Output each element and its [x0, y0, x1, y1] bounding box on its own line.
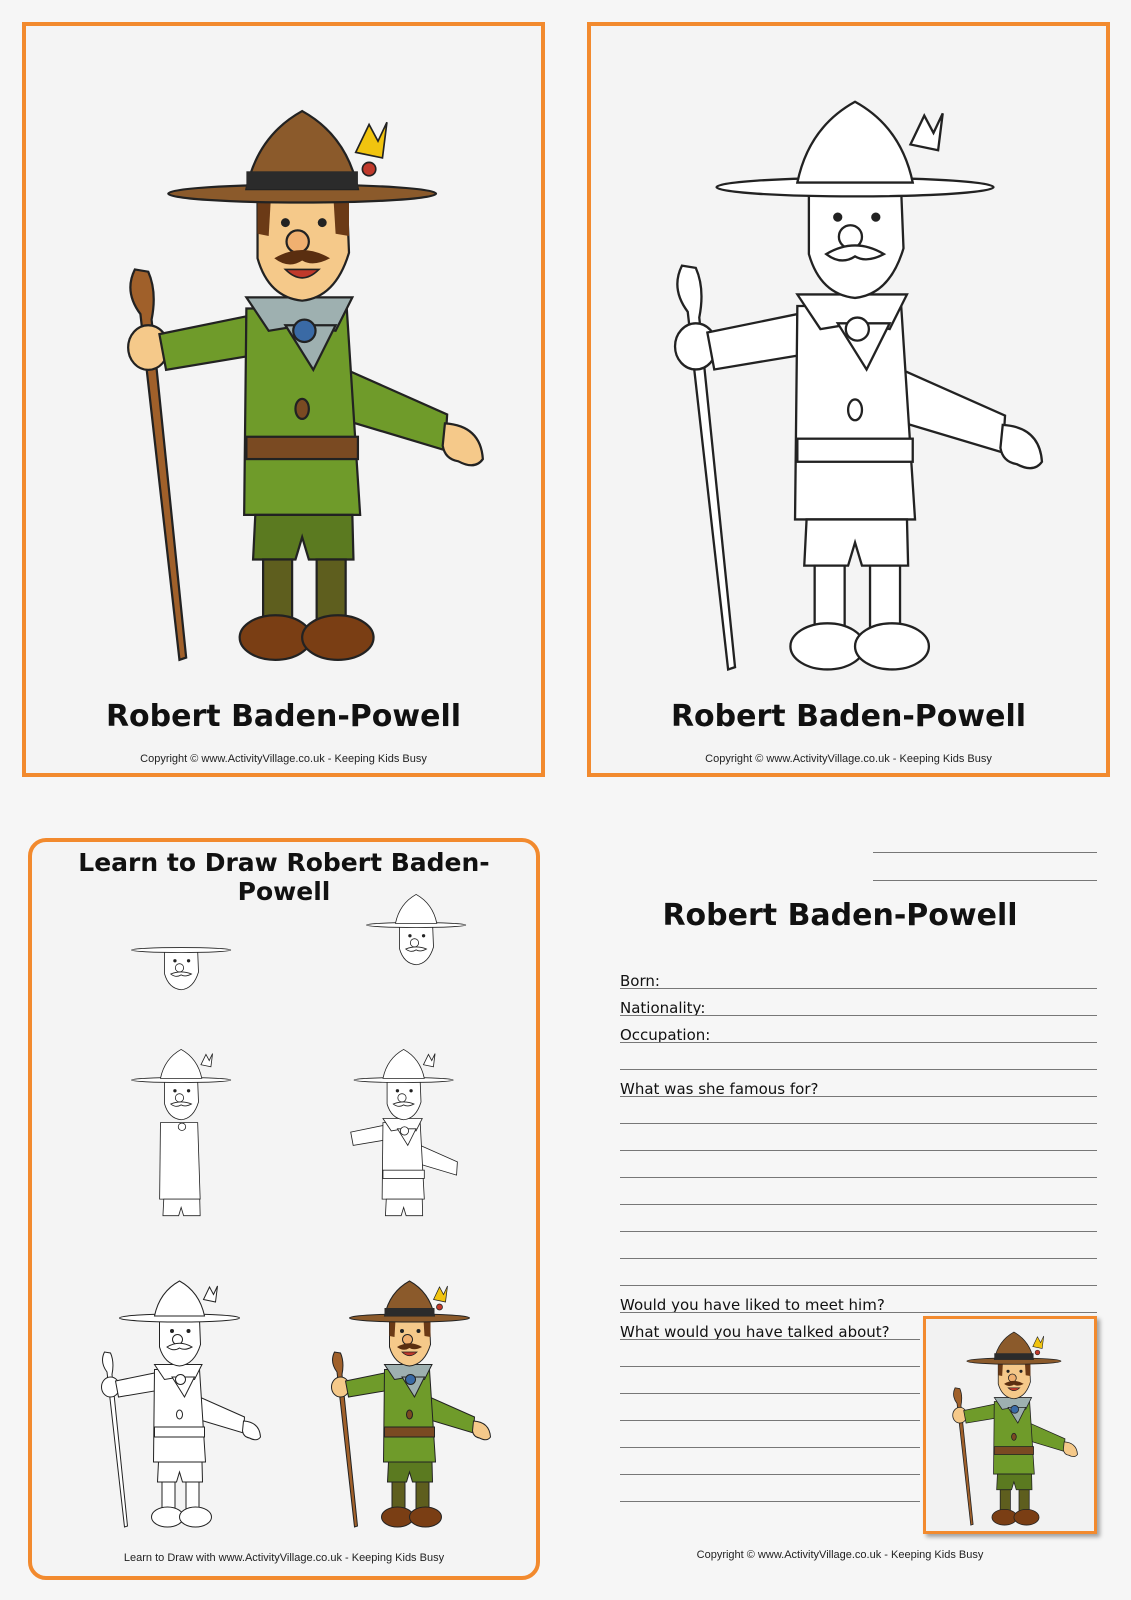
- talk-line-5: [620, 1447, 920, 1448]
- colouring-page-panel: [587, 22, 1110, 777]
- worksheet-copyright: Copyright © www.ActivityVillage.co.uk - Keeping Kids Busy: [696, 1549, 984, 1561]
- name-line: [873, 852, 1097, 853]
- answer-line: [620, 1069, 1097, 1070]
- famous-line-4: [620, 1177, 1097, 1178]
- famous-line-2: [620, 1123, 1097, 1124]
- poster-copyright: Copyright © www.ActivityVillage.co.uk - Keeping Kids Busy: [140, 753, 427, 765]
- occupation-label: Occupation:: [620, 1026, 711, 1044]
- learn-to-draw-panel: [28, 838, 540, 1580]
- learn-to-draw-footer: Learn to Draw with www.ActivityVillage.co.uk - Keeping Kids Busy: [123, 1552, 445, 1564]
- occupation-line: [620, 1042, 1097, 1043]
- draw-step-5: [72, 1272, 277, 1532]
- baden-powell-colour-illustration: [76, 91, 506, 671]
- draw-step-6: [302, 1272, 507, 1532]
- talk-line-1: [620, 1339, 920, 1340]
- nationality-line: [620, 1015, 1097, 1016]
- famous-line-1: [620, 1096, 1097, 1097]
- meet-line: [620, 1312, 1097, 1313]
- worksheet-title: Robert Baden-Powell: [662, 898, 1018, 933]
- baden-powell-thumbnail-illustration: [932, 1325, 1088, 1529]
- famous-line-3: [620, 1150, 1097, 1151]
- date-line: [873, 880, 1097, 881]
- colouring-page-copyright: Copyright © www.ActivityVillage.co.uk - Keeping Kids Busy: [705, 753, 992, 765]
- famous-line-7: [620, 1258, 1097, 1259]
- talk-line-4: [620, 1420, 920, 1421]
- talk-line-7: [620, 1501, 920, 1502]
- famous-line-5: [620, 1204, 1097, 1205]
- nationality-label: Nationality:: [620, 999, 706, 1017]
- worksheet-thumbnail-picture: [923, 1316, 1097, 1534]
- born-line: [620, 988, 1097, 989]
- draw-step-3: [102, 1042, 252, 1257]
- famous-line-6: [620, 1231, 1097, 1232]
- talk-question: What would you have talked about?: [620, 1323, 890, 1341]
- talk-line-3: [620, 1393, 920, 1394]
- meet-question: Would you have liked to meet him?: [620, 1296, 885, 1314]
- colour-poster-panel: [22, 22, 545, 777]
- born-label: Born:: [620, 972, 660, 990]
- draw-step-4: [307, 1042, 492, 1257]
- colouring-page-title: Robert Baden-Powell: [670, 699, 1027, 734]
- poster-title: Robert Baden-Powell: [105, 699, 462, 734]
- talk-line-2: [620, 1366, 920, 1367]
- baden-powell-outline-illustration: [621, 81, 1066, 681]
- talk-line-6: [620, 1474, 920, 1475]
- famous-line-8: [620, 1285, 1097, 1286]
- learn-to-draw-title: Learn to Draw Robert Baden-Powell: [78, 848, 490, 906]
- famous-question: What was she famous for?: [620, 1080, 819, 1098]
